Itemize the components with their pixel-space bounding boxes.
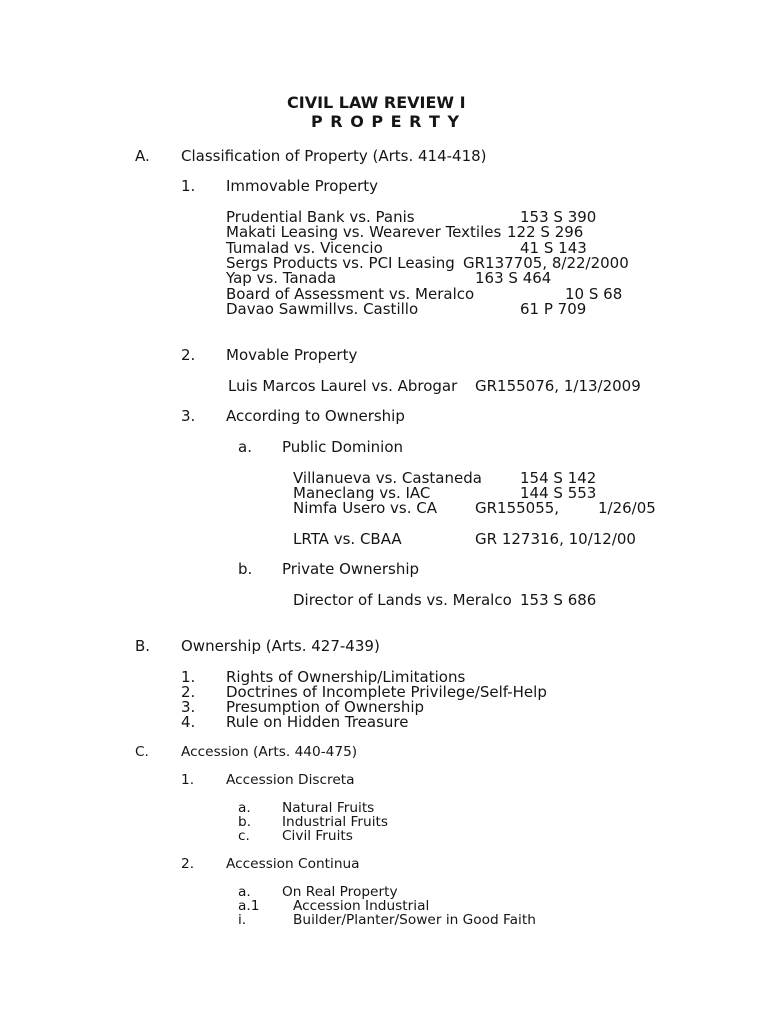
item-row <box>0 713 768 731</box>
item-row <box>0 856 768 872</box>
case-citation: GR137705, 8/22/2000 <box>463 254 629 272</box>
item-label: Rule on Hidden Treasure <box>226 713 409 731</box>
item-label: Presumption of Ownership <box>226 698 425 716</box>
subitem-row <box>0 438 768 456</box>
section-heading: Accession (Arts. 440-475) <box>181 744 358 760</box>
case-row <box>0 530 768 548</box>
case-name: Board of Assessment vs. Meralco <box>226 285 475 303</box>
section-heading-row <box>0 147 768 165</box>
item-row <box>0 346 768 364</box>
case-name: Luis Marcos Laurel vs. Abrogar <box>228 377 458 395</box>
item-label: Movable Property <box>226 346 358 364</box>
section-heading: Classification of Property (Arts. 414-418) <box>181 147 487 165</box>
subitem-label: Builder/Planter/Sower in Good Faith <box>293 912 536 928</box>
subitem-row <box>0 912 768 928</box>
subitem-label: Public Dominion <box>282 438 404 456</box>
document-subtitle: P R O P E R T Y <box>311 112 461 131</box>
case-citation: 144 S 553 <box>520 484 597 502</box>
case-name: Yap vs. Tanada <box>226 269 337 287</box>
subitem-row <box>0 560 768 578</box>
item-marker: 1. <box>181 668 196 686</box>
subitem-label: On Real Property <box>282 884 398 900</box>
case-citation: 10 S 68 <box>565 285 623 303</box>
subitem-marker: b. <box>238 560 253 578</box>
document-title: CIVIL LAW REVIEW I <box>287 93 466 112</box>
case-row <box>0 300 768 318</box>
section-heading: Ownership (Arts. 427-439) <box>181 637 380 655</box>
item-row <box>0 177 768 195</box>
item-marker: 2. <box>181 856 195 872</box>
case-name: Davao Sawmillvs. Castillo <box>226 300 419 318</box>
case-date: 1/26/05 <box>598 499 656 517</box>
subtitle-row <box>0 113 768 131</box>
case-citation: 154 S 142 <box>520 469 597 487</box>
case-citation: 122 S 296 <box>507 223 584 241</box>
item-label: Rights of Ownership/Limitations <box>226 668 466 686</box>
case-citation: GR155076, 1/13/2009 <box>475 377 641 395</box>
subitem-label: Accession Industrial <box>293 898 430 914</box>
case-name: Sergs Products vs. PCI Leasing <box>226 254 455 272</box>
title-row <box>0 94 768 112</box>
case-name: Prudential Bank vs. Panis <box>226 208 415 226</box>
subitem-marker: c. <box>238 828 250 844</box>
item-marker: 1. <box>181 177 196 195</box>
case-name: Tumalad vs. Vicencio <box>226 239 383 257</box>
subitem-marker: a. <box>238 438 252 456</box>
case-row <box>0 591 768 609</box>
case-citation: 153 S 390 <box>520 208 597 226</box>
case-citation: 41 S 143 <box>520 239 587 257</box>
item-label: Accession Continua <box>226 856 360 872</box>
case-citation: GR 127316, 10/12/00 <box>475 530 636 548</box>
section-marker: C. <box>135 744 149 760</box>
item-marker: 4. <box>181 713 196 731</box>
subitem-label: Natural Fruits <box>282 800 375 816</box>
case-name: Maneclang vs. IAC <box>293 484 431 502</box>
item-row <box>0 407 768 425</box>
case-name: Director of Lands vs. Meralco <box>293 591 512 609</box>
case-citation: GR155055, <box>475 499 560 517</box>
case-row <box>0 499 768 517</box>
section-heading-row <box>0 744 768 760</box>
item-marker: 3. <box>181 698 196 716</box>
case-name: Villanueva vs. Castaneda <box>293 469 482 487</box>
subitem-marker: a. <box>238 884 251 900</box>
subitem-row <box>0 828 768 844</box>
section-marker: A. <box>135 147 150 165</box>
item-label: Accession Discreta <box>226 772 355 788</box>
case-citation: 163 S 464 <box>475 269 552 287</box>
item-marker: 2. <box>181 683 196 701</box>
subitem-marker: a.1 <box>238 898 260 914</box>
item-row <box>0 772 768 788</box>
item-marker: 3. <box>181 407 196 425</box>
subitem-marker: a. <box>238 800 251 816</box>
case-name: LRTA vs. CBAA <box>293 530 402 548</box>
item-label: According to Ownership <box>226 407 405 425</box>
item-marker: 1. <box>181 772 195 788</box>
subitem-label: Private Ownership <box>282 560 420 578</box>
item-label: Doctrines of Incomplete Privilege/Self-Help <box>226 683 547 701</box>
case-name: Makati Leasing vs. Wearever Textiles <box>226 223 502 241</box>
subitem-marker: i. <box>238 912 247 928</box>
section-marker: B. <box>135 637 151 655</box>
section-heading-row <box>0 637 768 655</box>
case-citation: 61 P 709 <box>520 300 587 318</box>
item-marker: 2. <box>181 346 196 364</box>
subitem-label: Industrial Fruits <box>282 814 389 830</box>
subitem-label: Civil Fruits <box>282 828 353 844</box>
case-name: Nimfa Usero vs. CA <box>293 499 438 517</box>
item-label: Immovable Property <box>226 177 379 195</box>
subitem-marker: b. <box>238 814 252 830</box>
case-citation: 153 S 686 <box>520 591 597 609</box>
case-row <box>0 377 768 395</box>
